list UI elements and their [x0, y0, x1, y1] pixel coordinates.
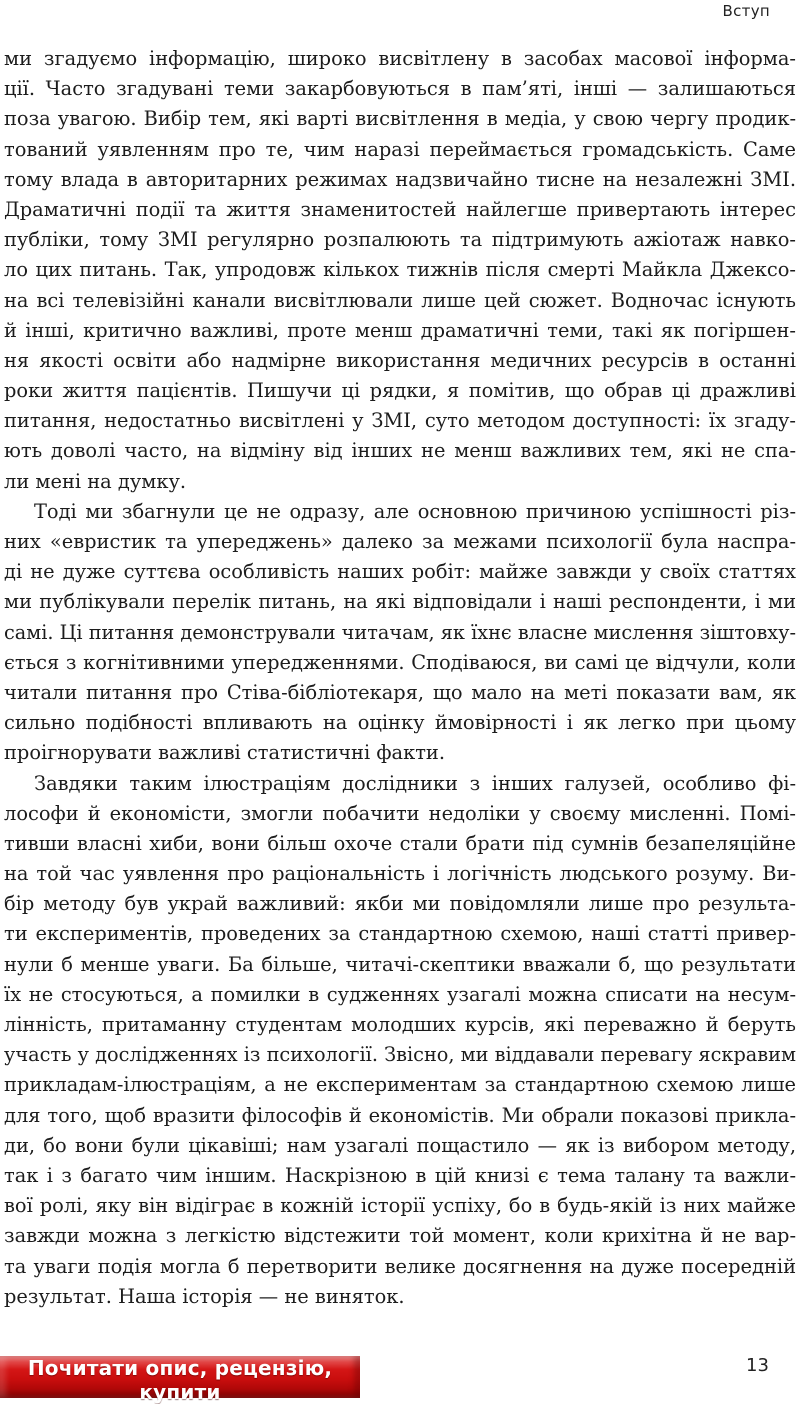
text-line: ють доволі часто, на відміну від інших не менш важливих тем, які не спа-	[4, 439, 796, 463]
text-line: й інші, критично важливі, проте менш драматичні теми, такі як погіршен-	[4, 318, 796, 342]
page-number: 13	[746, 1355, 769, 1376]
text-line: поза увагою. Вибір тем, які варті висвітлення в медіа, у свою чергу продик-	[4, 107, 796, 131]
text-line: роки життя пацієнтів. Пишучи ці рядки, я помітив, що обрав ці дражливі	[4, 379, 796, 403]
text-line: ми згадуємо інформацію, широко висвітлену в засобах масової інформа-	[4, 47, 796, 70]
text-line: ції. Часто згадувані теми закарбовуються в пам’яті, інші — залишаються	[4, 77, 796, 101]
text-line: публіки, тому ЗМІ регулярно розпалюють та підтримують ажіотаж навко-	[4, 228, 796, 252]
text-line: самі. Ці питання демонстрували читачам, як їхнє власне мислення зіштовху-	[4, 620, 796, 644]
text-line: та уваги подія могла б перетворити велике досягнення на дуже посередній	[4, 1254, 796, 1278]
text-line: ня якості освіти або надмірне використання медичних ресурсів в останні	[4, 348, 796, 372]
text-line: вої ролі, яку він відіграє в кожній історії успіху, бо в будь-якій із них майже	[4, 1194, 796, 1218]
text-line: сильно подібності впливають на оцінку ймовірності і як легко при цьому	[4, 711, 796, 735]
text-line: лософи й економісти, змогли побачити недоліки у своєму мисленні. Помі-	[4, 801, 796, 825]
text-line: тований уявленням про те, чим наразі переймається громадськість. Саме	[4, 137, 796, 161]
text-line: тому влада в авторитарних режимах надзвичайно тисне на незалежні ЗМІ.	[4, 167, 796, 191]
text-line: прикладам-ілюстраціям, а не експериментам за стандартною схемою лише	[4, 1073, 796, 1097]
text-line: завжди можна з легкістю відстежити той момент, коли крихітна й не вар-	[4, 1224, 796, 1248]
text-line: ди, бо вони були цікавіші; нам узагалі пощастило — як із вибором методу,	[4, 1133, 796, 1157]
read-description-buy-button[interactable]	[0, 1356, 360, 1404]
text-line: на всі телевізійні канали висвітлювали лише цей сюжет. Водночас існують	[4, 288, 796, 312]
text-line: бір методу був украй важливий: якби ми повідомляли лише про результа-	[4, 892, 796, 916]
text-line: ли мені на думку.	[4, 469, 187, 493]
text-line: участь у дослідженнях із психології. Звісно, ми віддавали перевагу яскравим	[4, 1043, 796, 1067]
text-line: на той час уявлення про раціональність і логічність людського розуму. Ви-	[4, 862, 796, 886]
text-line: Тоді ми збагнули це не одразу, але основною причиною успішності різ-	[34, 499, 796, 523]
text-line: так і з багато чим іншим. Наскрізною в цій книзі є тема талану та важли-	[4, 1163, 796, 1187]
running-head-title: Вступ	[722, 2, 770, 20]
text-line: тивши власні хиби, вони більш охоче стали брати під сумнів безапеляційне	[4, 831, 796, 855]
body-text	[4, 44, 796, 1312]
text-line: них «евристик та упереджень» далеко за межами психології була наспра-	[4, 530, 796, 553]
text-line: читали питання про Стіва-бібліотекаря, що мало на меті показати вам, як	[4, 680, 796, 704]
text-line: лінність, притаманну студентам молодших курсів, які переважно й беруть	[4, 1013, 796, 1036]
text-line: ді не дуже суттєва особливість наших робіт: майже завжди у своїх статтях	[4, 560, 796, 584]
text-line: Драматичні події та життя знаменитостей найлегше привертають інтерес	[4, 197, 796, 221]
cta-button-label: Почитати опис, рецензію, купити	[27, 1356, 333, 1404]
text-line: нули б менше уваги. Ба більше, читачі-скептики вважали б, що результати	[4, 952, 796, 976]
text-line: Завдяки таким ілюстраціям дослідники з інших галузей, особливо фі-	[34, 771, 796, 795]
text-line: для того, щоб вразити філософів й економістів. Ми обрали показові прикла-	[4, 1103, 796, 1127]
text-line: ти експериментів, проведених за стандартною схемою, наші статті привер-	[4, 922, 796, 946]
text-line: ється з когнітивними упередженнями. Сподіваюся, ви самі це відчули, коли	[4, 650, 796, 674]
text-line: результат. Наша історія — не виняток.	[4, 1284, 405, 1308]
text-line: ло цих питань. Так, упродовж кількох тижнів після смерті Майкла Джексо-	[4, 258, 796, 282]
text-line: питання, недостатньо висвітлені у ЗМІ, суто методом доступності: їх згаду-	[4, 409, 796, 433]
text-line: проігнорувати важливі статистичні факти.	[4, 741, 446, 765]
text-line: їх не стосуються, а помилки в судженнях узагалі можна списати на несум-	[4, 982, 796, 1006]
text-line: ми публікували перелік питань, на які відповідали і наші респонденти, і ми	[4, 590, 796, 614]
